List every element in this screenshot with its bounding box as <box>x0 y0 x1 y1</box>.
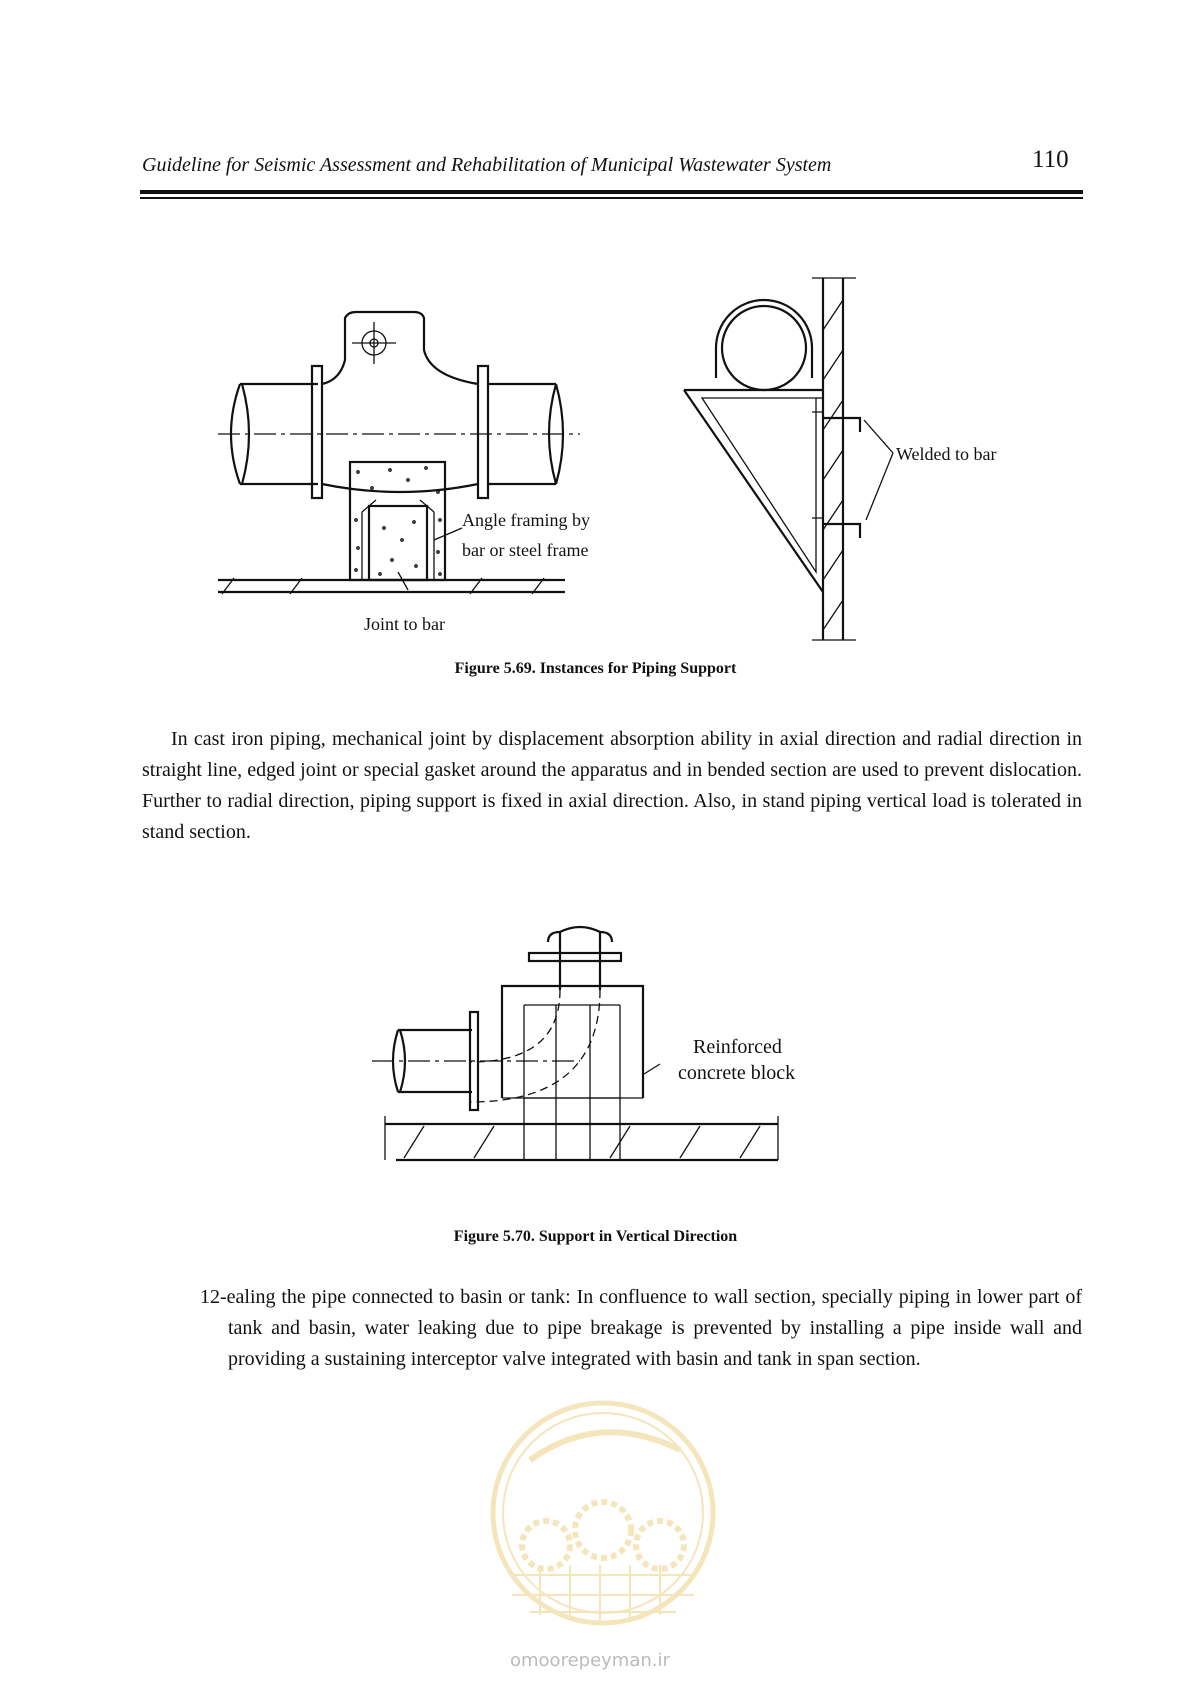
list-item-12: 12-ealing the pipe connected to basin or tank: In confluence to wall section, specially piping in lower part of tank and basin, water leaking due to pipe breakage is prevented by installing a pipe inside wall and providing a sustaining interceptor valve integrated with basin and tank in span section. <box>200 1286 1082 1370</box>
running-title: Guideline for Seismic Assessment and Rehabilitation of Municipal Wastewater System <box>142 154 832 176</box>
watermark-text: omoorepeyman.ir <box>510 1650 670 1671</box>
label-concrete-block-line2: concrete block <box>678 1062 796 1084</box>
figure-5-70-caption: Figure 5.70. Support in Vertical Direction <box>453 1228 738 1245</box>
figure-5-69-caption: Figure 5.69. Instances for Piping Support <box>454 660 737 677</box>
label-angle-framing-line1: Angle framing by <box>462 510 590 530</box>
body-paragraph: In cast iron piping, mechanical joint by displacement absorption ability in axial direction and radial direction in straight line, edged joint or special gasket around the apparatus and in bended section are used to prevent dislocation. Further to radial direction, piping support is fixed in axial direction. Also, in stand piping vertical load is tolerated in stand section. <box>142 728 1082 843</box>
label-reinforced-line1: Reinforced <box>693 1036 782 1058</box>
label-angle-framing-line2: bar or steel frame <box>462 540 589 560</box>
page-number: 110 <box>1032 146 1069 173</box>
label-joint-to-bar: Joint to bar <box>364 614 445 634</box>
label-welded-to-bar: Welded to bar <box>896 444 997 464</box>
